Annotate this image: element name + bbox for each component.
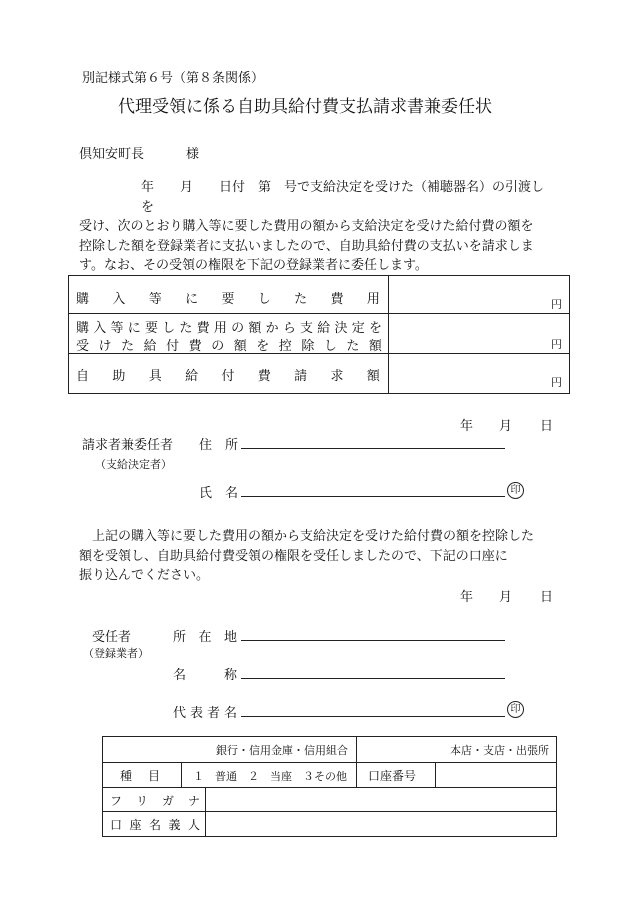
date1-year: 年 bbox=[460, 419, 474, 434]
seal-icon: 印 bbox=[507, 482, 524, 499]
claimant-role: 請求者兼委任者 bbox=[82, 438, 174, 453]
intro-line: 受け、次のとおり購入等に要した費用の額から支給決定を受けた給付費の額を bbox=[79, 219, 534, 234]
claimant-name-label: 氏 名 bbox=[199, 486, 239, 501]
document-title: 代理受領に係る自助具給付費支払請求書兼委任状 bbox=[118, 97, 492, 117]
agent-rep-label: 代 表 者 名 bbox=[173, 706, 237, 721]
cost-row3-label: 自 助 具 給 付 費 請 求 額 bbox=[76, 369, 380, 384]
cost-row1-label: 購 入 等 に 要 し た 費 用 bbox=[76, 292, 380, 307]
form-number: 別記様式第６号（第８条関係） bbox=[82, 71, 265, 86]
date1-month: 月 bbox=[499, 419, 513, 434]
bank-table-divider bbox=[181, 762, 182, 787]
delegation-line: 振り込んでください。 bbox=[79, 568, 210, 583]
cost-row3-unit: 円 bbox=[551, 376, 562, 389]
furigana-label: フ リ ガ ナ bbox=[110, 794, 200, 808]
bank-table-divider bbox=[356, 736, 357, 787]
cost-table-divider bbox=[388, 275, 389, 393]
claimant-name-line[interactable] bbox=[241, 496, 505, 497]
account-number-label: 口座番号 bbox=[368, 769, 417, 783]
cost-table-rule bbox=[68, 313, 569, 314]
intro-line: す。なお、その受領の権限を下記の登録業者に委任します。 bbox=[79, 258, 428, 273]
cost-row2-unit: 円 bbox=[551, 338, 562, 351]
cost-row2-label-line2: 受 け た 給 付 費 の 額 を 控 除 し た 額 bbox=[76, 339, 382, 354]
agent-note: （登録業者） bbox=[83, 647, 149, 660]
agent-rep-line[interactable] bbox=[241, 716, 505, 717]
seal-icon: 印 bbox=[507, 701, 524, 718]
delegation-line: 上記の購入等に要した費用の額から支給決定を受けた給付費の額を控除した bbox=[92, 529, 535, 544]
claimant-address-line[interactable] bbox=[241, 448, 505, 449]
agent-location-label: 所 在 地 bbox=[173, 630, 237, 645]
bank-table-divider bbox=[205, 787, 206, 836]
agent-company-label: 名 称 bbox=[173, 668, 237, 683]
bank-types-label: 銀行・信用金庫・信用組合 bbox=[216, 744, 348, 757]
intro-line: 年 月 日付 第 号で支給決定を受けた（補聴器名）の引渡しを bbox=[141, 180, 545, 215]
date2-year: 年 bbox=[460, 590, 474, 605]
intro-line: 控除した額を登録業者に支払いましたので、自助具給付費の支払いを請求しま bbox=[79, 238, 534, 254]
cost-row1-unit: 円 bbox=[551, 298, 562, 311]
bank-table-rule bbox=[102, 811, 556, 812]
bank-table-rule bbox=[102, 787, 556, 788]
intro-paragraph bbox=[79, 178, 553, 276]
claimant-address-label: 住 所 bbox=[199, 438, 239, 453]
cost-row2-label-line1: 購 入 等 に 要 し た 費 用 の 額 か ら 支 給 決 定 を bbox=[76, 321, 382, 336]
agent-location-line[interactable] bbox=[241, 640, 505, 641]
branch-types-label: 本店・支店・出張所 bbox=[450, 744, 549, 757]
claimant-note: （支給決定者） bbox=[95, 458, 172, 471]
addressee-honorific: 様 bbox=[186, 147, 200, 162]
date2-day: 日 bbox=[540, 590, 554, 605]
account-type-label: 種 目 bbox=[120, 769, 160, 783]
addressee-name: 倶知安町長 bbox=[79, 147, 145, 162]
bank-table-rule bbox=[102, 762, 556, 763]
delegation-paragraph bbox=[79, 527, 553, 586]
account-holder-label: 口 座 名 義 人 bbox=[110, 818, 200, 832]
bank-table-divider bbox=[435, 762, 436, 787]
account-type-options: １ 普通 ２ 当座 ３その他 bbox=[193, 770, 347, 783]
agent-role: 受任者 bbox=[92, 630, 132, 645]
date2-month: 月 bbox=[499, 590, 513, 605]
delegation-line: 額を受領し、自助具給付費受領の権限を受任しましたので、下記の口座に bbox=[79, 548, 508, 564]
date1-day: 日 bbox=[540, 419, 554, 434]
agent-company-line[interactable] bbox=[241, 678, 505, 679]
